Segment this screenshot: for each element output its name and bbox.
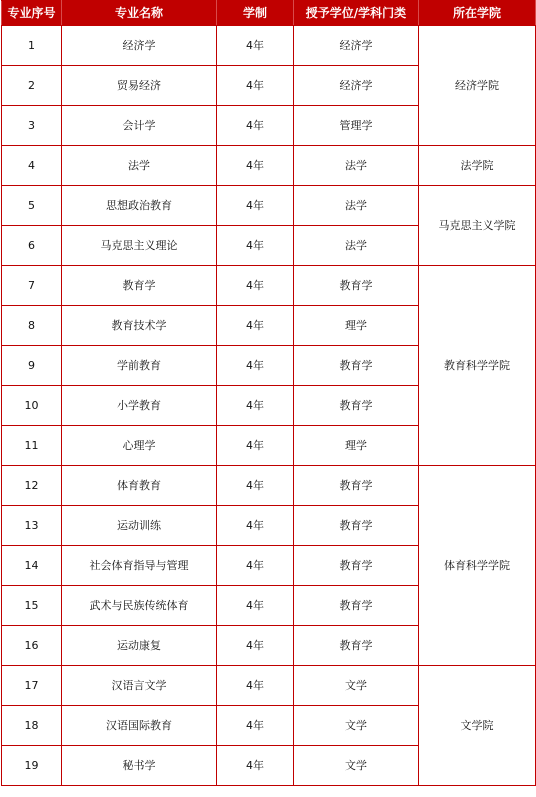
major-number: 10 bbox=[2, 386, 62, 426]
college-literature: 文学院 bbox=[419, 666, 536, 786]
major-name: 心理学 bbox=[62, 426, 217, 466]
header-degree: 授予学位/学科门类 bbox=[294, 1, 419, 26]
duration: 4年 bbox=[217, 426, 294, 466]
header-row bbox=[2, 1, 536, 26]
major-name: 武术与民族传统体育 bbox=[62, 586, 217, 626]
duration: 4年 bbox=[217, 186, 294, 226]
majors-table bbox=[1, 0, 536, 786]
major-name: 教育学 bbox=[62, 266, 217, 306]
duration: 4年 bbox=[217, 706, 294, 746]
major-name: 马克思主义理论 bbox=[62, 226, 217, 266]
major-name: 运动康复 bbox=[62, 626, 217, 666]
duration: 4年 bbox=[217, 146, 294, 186]
degree-category: 教育学 bbox=[294, 546, 419, 586]
duration: 4年 bbox=[217, 586, 294, 626]
table-row bbox=[2, 186, 536, 226]
degree-category: 教育学 bbox=[294, 586, 419, 626]
duration: 4年 bbox=[217, 306, 294, 346]
degree-category: 教育学 bbox=[294, 346, 419, 386]
major-number: 19 bbox=[2, 746, 62, 786]
major-name: 会计学 bbox=[62, 106, 217, 146]
major-name: 社会体育指导与管理 bbox=[62, 546, 217, 586]
degree-category: 理学 bbox=[294, 306, 419, 346]
major-number: 6 bbox=[2, 226, 62, 266]
degree-category: 管理学 bbox=[294, 106, 419, 146]
degree-category: 理学 bbox=[294, 426, 419, 466]
college-sports-science: 体育科学学院 bbox=[419, 466, 536, 666]
degree-category: 教育学 bbox=[294, 506, 419, 546]
degree-category: 文学 bbox=[294, 746, 419, 786]
college-law: 法学院 bbox=[419, 146, 536, 186]
degree-category: 教育学 bbox=[294, 386, 419, 426]
major-name: 汉语国际教育 bbox=[62, 706, 217, 746]
duration: 4年 bbox=[217, 346, 294, 386]
major-number: 14 bbox=[2, 546, 62, 586]
degree-category: 教育学 bbox=[294, 266, 419, 306]
degree-category: 文学 bbox=[294, 666, 419, 706]
table-row bbox=[2, 26, 536, 66]
header-duration: 学制 bbox=[217, 1, 294, 26]
duration: 4年 bbox=[217, 506, 294, 546]
major-number: 18 bbox=[2, 706, 62, 746]
duration: 4年 bbox=[217, 26, 294, 66]
major-name: 汉语言文学 bbox=[62, 666, 217, 706]
major-number: 4 bbox=[2, 146, 62, 186]
major-name: 思想政治教育 bbox=[62, 186, 217, 226]
major-name: 经济学 bbox=[62, 26, 217, 66]
major-number: 1 bbox=[2, 26, 62, 66]
major-name: 法学 bbox=[62, 146, 217, 186]
duration: 4年 bbox=[217, 266, 294, 306]
major-number: 13 bbox=[2, 506, 62, 546]
header-major-number: 专业序号 bbox=[2, 1, 62, 26]
degree-category: 教育学 bbox=[294, 626, 419, 666]
major-number: 9 bbox=[2, 346, 62, 386]
major-name: 学前教育 bbox=[62, 346, 217, 386]
table-row bbox=[2, 266, 536, 306]
major-number: 5 bbox=[2, 186, 62, 226]
duration: 4年 bbox=[217, 666, 294, 706]
table-row bbox=[2, 666, 536, 706]
major-number: 2 bbox=[2, 66, 62, 106]
duration: 4年 bbox=[217, 386, 294, 426]
major-number: 16 bbox=[2, 626, 62, 666]
major-number: 17 bbox=[2, 666, 62, 706]
major-number: 11 bbox=[2, 426, 62, 466]
duration: 4年 bbox=[217, 746, 294, 786]
duration: 4年 bbox=[217, 626, 294, 666]
degree-category: 文学 bbox=[294, 706, 419, 746]
major-name: 秘书学 bbox=[62, 746, 217, 786]
degree-category: 法学 bbox=[294, 186, 419, 226]
major-name: 贸易经济 bbox=[62, 66, 217, 106]
duration: 4年 bbox=[217, 226, 294, 266]
duration: 4年 bbox=[217, 546, 294, 586]
major-number: 8 bbox=[2, 306, 62, 346]
table-row bbox=[2, 146, 536, 186]
major-number: 3 bbox=[2, 106, 62, 146]
header-major-name: 专业名称 bbox=[62, 1, 217, 26]
college-education-science: 教育科学学院 bbox=[419, 266, 536, 466]
duration: 4年 bbox=[217, 66, 294, 106]
major-name: 体育教育 bbox=[62, 466, 217, 506]
degree-category: 法学 bbox=[294, 146, 419, 186]
duration: 4年 bbox=[217, 106, 294, 146]
header-college: 所在学院 bbox=[419, 1, 536, 26]
major-name: 教育技术学 bbox=[62, 306, 217, 346]
degree-category: 经济学 bbox=[294, 66, 419, 106]
major-name: 小学教育 bbox=[62, 386, 217, 426]
duration: 4年 bbox=[217, 466, 294, 506]
major-number: 15 bbox=[2, 586, 62, 626]
major-number: 12 bbox=[2, 466, 62, 506]
degree-category: 法学 bbox=[294, 226, 419, 266]
table-row bbox=[2, 466, 536, 506]
degree-category: 经济学 bbox=[294, 26, 419, 66]
major-number: 7 bbox=[2, 266, 62, 306]
college-marxism: 马克思主义学院 bbox=[419, 186, 536, 266]
college-economics: 经济学院 bbox=[419, 26, 536, 146]
degree-category: 教育学 bbox=[294, 466, 419, 506]
major-name: 运动训练 bbox=[62, 506, 217, 546]
